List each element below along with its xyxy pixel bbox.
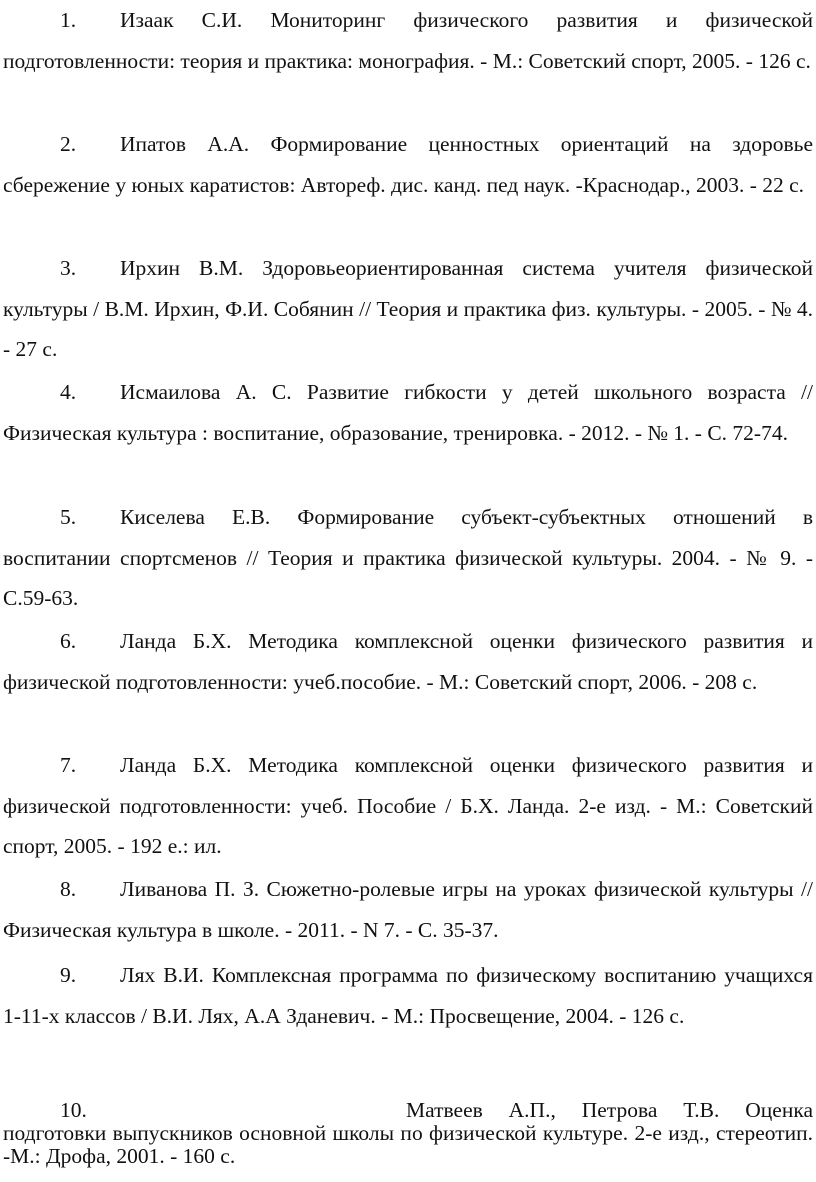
reference-item-5 <box>3 497 813 619</box>
reference-text: Киселева Е.В. Формирование субъект-субъектных отношений в воспитании спортсменов // Теория и практика физической культуры. 2004. - № 9. - С.59-63. <box>3 505 813 610</box>
reference-item-8 <box>3 869 813 950</box>
reference-item-1 <box>3 0 813 81</box>
reference-item-9 <box>3 955 813 1036</box>
reference-text: Ливанова П. З. Сюжетно-ролевые игры на уроках физической культуры // Физическая культура в школе. - 2011. - N 7. - С. 35-37. <box>3 877 813 942</box>
reference-item-10 <box>3 1099 813 1168</box>
reference-number: 2. <box>60 132 77 156</box>
reference-number: 8. <box>60 877 77 901</box>
reference-number: 1. <box>60 8 77 32</box>
reference-item-4 <box>3 372 813 453</box>
reference-text: Ипатов А.А. Формирование ценностных ориентаций на здоровье сбережение у юных каратистов: Автореф. дис. канд. пед наук. -Краснодар., 2003. - 22 с. <box>3 132 813 197</box>
reference-number: 10. <box>60 1098 87 1122</box>
reference-text: Исмаилова А. С. Развитие гибкости у детей школьного возраста // Физическая культура : воспитание, образование, тренировка. - 2012. - № 1. - С. 72-74. <box>3 380 813 445</box>
reference-item-6 <box>3 621 813 702</box>
reference-item-7 <box>3 745 813 867</box>
reference-number: 6. <box>60 629 77 653</box>
reference-number: 3. <box>60 256 77 280</box>
reference-text: Ланда Б.Х. Методика комплексной оценки физического развития и физической подготовленности: учеб. Пособие / Б.Х. Ланда. 2-е изд. - М.: Советский спорт, 2005. - 192 е.: ил. <box>3 753 813 858</box>
reference-item-3 <box>3 248 813 370</box>
reference-number: 4. <box>60 380 77 404</box>
reference-text: Изаак С.И. Мониторинг физического развития и физической подготовленности: теория и практика: монография. - М.: Советский спорт, 2005. - 126 с. <box>3 8 813 73</box>
reference-text: Ирхин В.М. Здоровьеориентированная система учителя физической культуры / В.М. Ирхин, Ф.И. Собянин // Теория и практика физ. культуры. - 2005. - № 4. - 27 с. <box>3 256 813 361</box>
reference-number: 9. <box>60 963 77 987</box>
reference-number: 5. <box>60 505 77 529</box>
reference-number: 7. <box>60 753 77 777</box>
reference-item-2 <box>3 124 813 205</box>
reference-text: Лях В.И. Комплексная программа по физическому воспитанию учащихся 1-11-х классов / В.И. Лях, А.А Зданевич. - М.: Просвещение, 2004. - 126 с. <box>3 963 813 1028</box>
reference-text: Ланда Б.Х. Методика комплексной оценки физического развития и физической подготовленности: учеб.пособие. - М.: Советский спорт, 2006. - 208 с. <box>3 629 813 694</box>
reference-text: Матвеев А.П., Петрова Т.В. Оценка подготовки выпускников основной школы по физической культуре. 2-е изд., стереотип. -М.: Дрофа, 2001. - 160 с. <box>3 1098 813 1168</box>
